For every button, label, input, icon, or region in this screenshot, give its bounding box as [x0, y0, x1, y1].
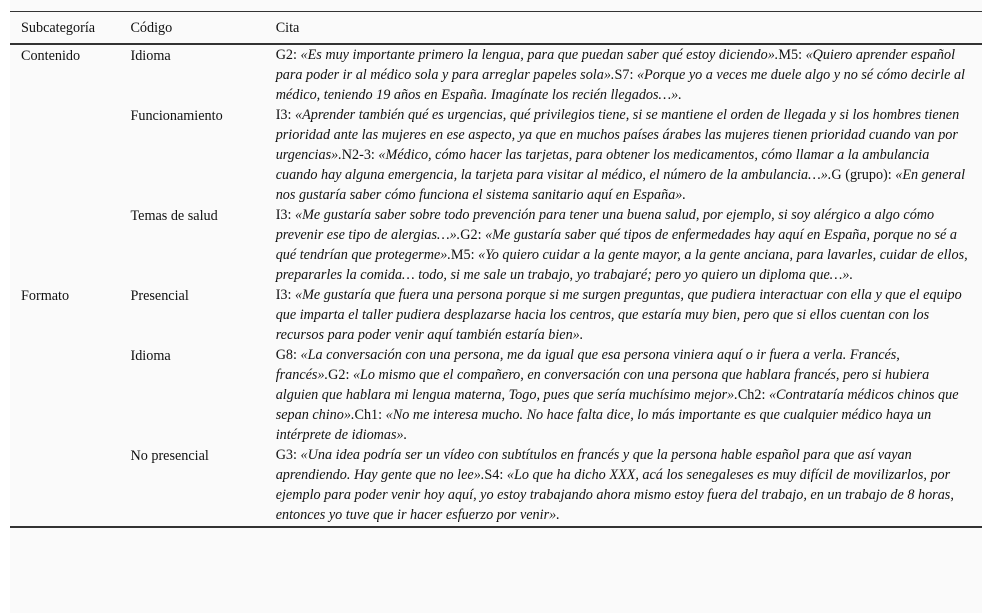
table-row: [10, 44, 982, 105]
header-row: [10, 12, 982, 45]
header-cita: Cita: [276, 12, 982, 45]
cell-subcategoria: Contenido: [21, 48, 81, 64]
quote-text: «Me gustaría saber sobre todo prevención para tener una buena salud, por ejemplo, si soy alérgico a algo cómo prevenir ese tipo de alergias…».: [275, 207, 935, 243]
quote-speaker: I3:: [275, 107, 295, 123]
cell-cita: [276, 105, 982, 205]
table-row: [10, 445, 982, 527]
quote-text: «La conversación con una persona, me da igual que esa persona viniera aquí o ir fuera a verla. Francés, francés».: [275, 347, 900, 383]
quote-text: «Lo que ha dicho XXX, acá los senegaleses es muy difícil de movilizarlos, por ejemplo para poder venir hoy aquí, yo estoy trabajando ahora mismo estoy fuera del trabajo, en un trabajo de 8 horas, entonces yo tuve que ir hacer esfuerzo por venir».: [275, 467, 954, 523]
cell-cita: [276, 44, 982, 105]
cell-subcategoria: [10, 205, 130, 285]
cell-codigo: No presencial: [130, 445, 275, 527]
cell-subcategoria: [10, 345, 130, 445]
quote-speaker: G8:: [275, 347, 301, 363]
table-container: [10, 0, 982, 613]
quote-speaker: G3:: [275, 447, 301, 463]
cell-codigo: Presencial: [130, 288, 189, 304]
quote-text: «Aprender también qué es urgencias, qué privilegios tiene, si se mantiene el orden de llegada y si los hombres tienen prioridad ante las mujeres en ese aspecto, ya que en muchos países árabes las mujeres tienen prioridad cuando van por urgencias».: [275, 107, 960, 163]
quote-text: «Me gustaría que fuera una persona porque si me surgen preguntas, que pudiera interactuar con ella y que el equipo que imparta el taller pudiera desplazarse hacia los centros, que estaría muy bien, pero que si ellos cuentan con los recursos para poder venir aquí también estaría bien».: [275, 287, 962, 343]
cell-codigo: Temas de salud: [130, 208, 218, 224]
cell-codigo: Idioma: [130, 348, 171, 364]
quote-text: «Una idea podría ser un vídeo con subtítulos en francés y que la persona hable español para que así vayan aprendiendo. Hay gente que no lee».: [275, 447, 912, 483]
header-codigo: Código: [130, 12, 275, 45]
quote-speaker: G2:: [460, 227, 486, 243]
cell-cita: [276, 345, 982, 445]
quote-text: «Quiero aprender español para poder ir al médico sola y para arreglar papeles sola».: [275, 47, 956, 83]
quote-text: «En general nos gustaría saber cómo funciona el sistema sanitario aquí en España».: [275, 167, 966, 203]
quote-text: «No me interesa mucho. No hace falta dice, lo más importante es que cualquier médico haya un intérprete de idiomas».: [275, 407, 932, 443]
quote-text: «Me gustaría saber qué tipos de enfermedades hay aquí en España, porque no sé a qué tendrían que protegerme».: [275, 227, 957, 263]
quote-speaker: I3:: [275, 287, 295, 303]
quote-speaker: M5:: [778, 47, 806, 63]
cell-cita: [276, 285, 982, 345]
quote-text: «Médico, cómo hacer las tarjetas, para obtener los medicamentos, cómo llamar a la ambulancia cuando hay alguna emergencia, la tarjeta para visitar al médico, el número de la ambulancia…».: [275, 147, 930, 183]
header-subcategoria: Subcategoría: [10, 12, 130, 45]
quote-speaker: Ch2:: [737, 387, 769, 403]
cell-subcategoria: [10, 105, 130, 205]
quote-text: «Yo quiero cuidar a la gente mayor, a la gente anciana, para lavarles, cuidar de ellos, prepararles la comida… todo, si me sale un trabajo, yo trabajaré; pero yo quiero un diploma que…».: [275, 247, 968, 283]
cell-cita: [276, 445, 982, 527]
quote-speaker: Ch1:: [354, 407, 386, 423]
quote-speaker: G2:: [328, 367, 353, 383]
quote-text: «Lo mismo que el compañero, en conversación con una persona que hablara francés, pero si hubiera alguien que hablara mi lengua materna, Togo, pues que sería muchísimo mejor».: [275, 367, 930, 403]
quote-speaker: M5:: [450, 247, 479, 263]
cell-codigo: Idioma: [130, 48, 171, 64]
quote-speaker: G2:: [275, 47, 301, 63]
table-row: [10, 345, 982, 445]
cell-codigo: Funcionamiento: [130, 108, 223, 124]
table-row: [10, 205, 982, 285]
cell-subcategoria: Formato: [21, 288, 70, 304]
quote-speaker: S4:: [484, 467, 507, 483]
table-row: [10, 105, 982, 205]
quote-text: «Es muy importante primero la lengua, para que puedan saber qué estoy diciendo».: [300, 47, 779, 63]
table-row: [10, 285, 982, 345]
cell-cita: [276, 205, 982, 285]
quote-speaker: I3:: [275, 207, 295, 223]
quote-text: «Contrataría médicos chinos que sepan chino».: [275, 387, 959, 423]
cell-subcategoria: [10, 445, 130, 527]
quotes-table: [10, 11, 982, 528]
quote-speaker: S7:: [614, 67, 637, 83]
quote-speaker: G (grupo):: [831, 167, 896, 183]
quote-text: «Porque yo a veces me duele algo y no sé cómo decirle al médico, teniendo 19 años en España. Imagínate los recién llegados…».: [275, 67, 965, 103]
quote-speaker: N2-3:: [341, 147, 379, 163]
